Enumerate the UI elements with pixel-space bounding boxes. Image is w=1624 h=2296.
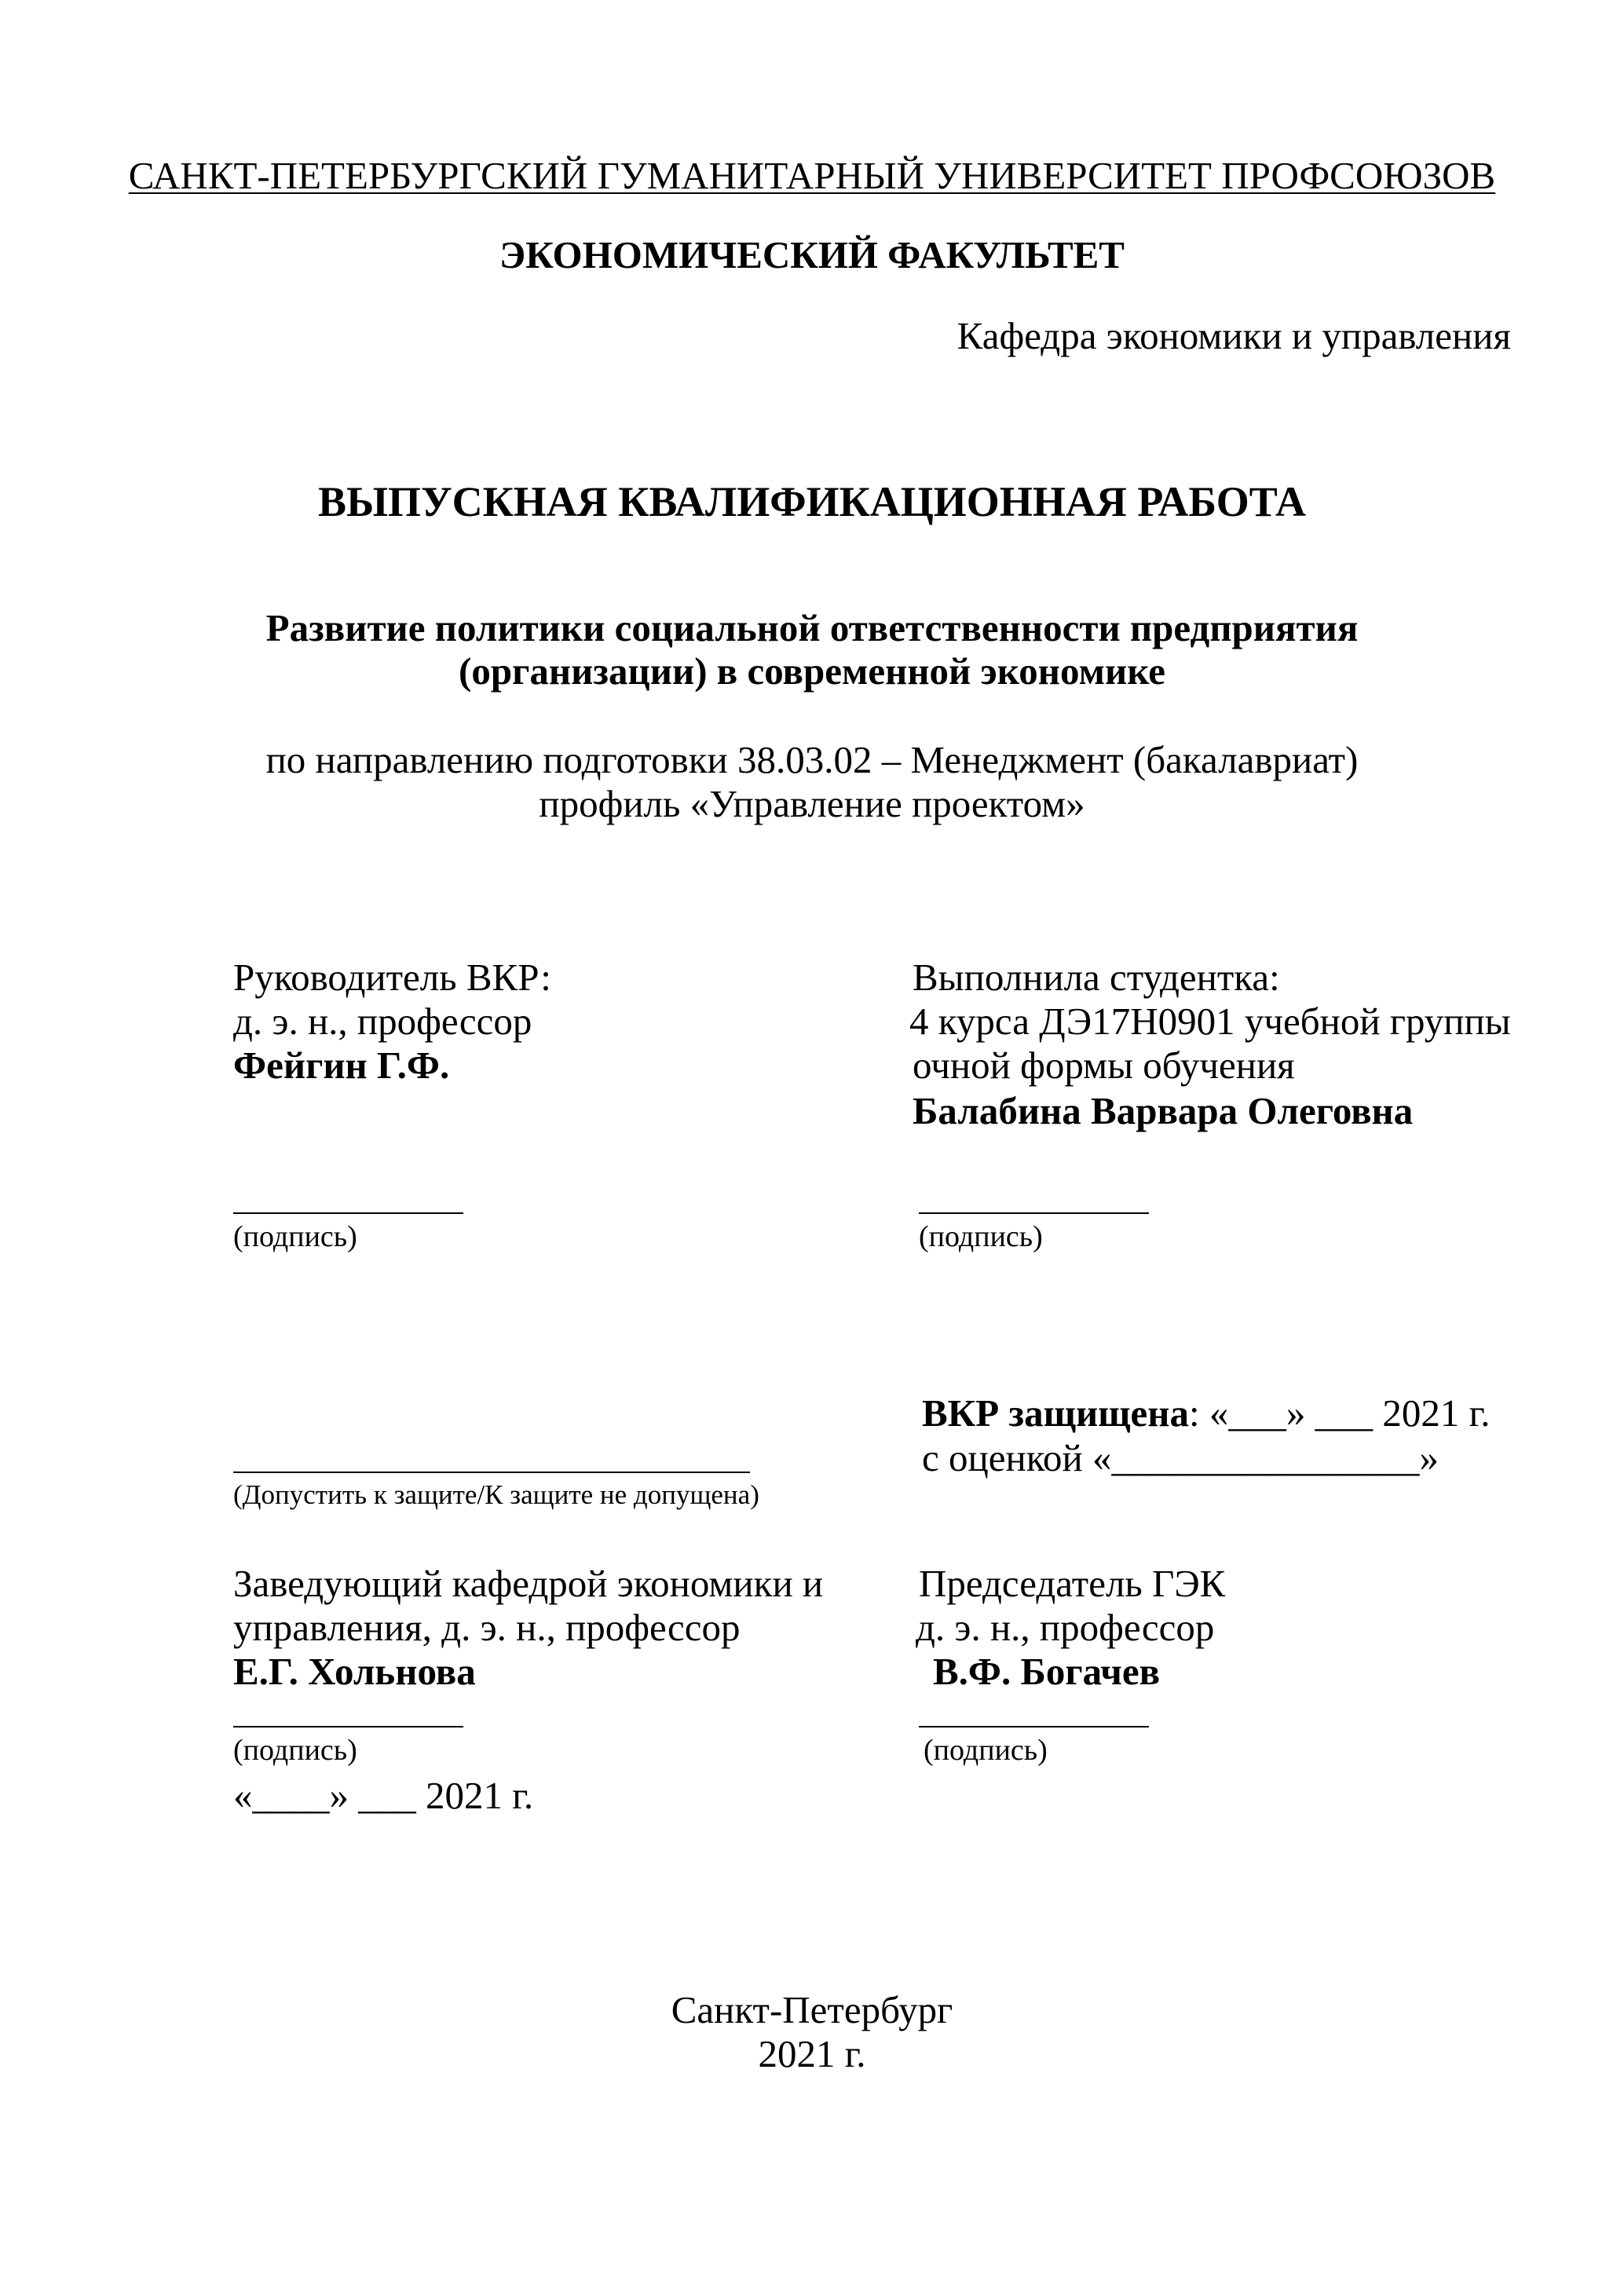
- student-signature-line: [919, 1212, 1149, 1214]
- faculty-name: ЭКОНОМИЧЕСКИЙ ФАКУЛЬТЕТ: [499, 233, 1125, 276]
- head-of-department-date: «____» ___ 2021 г.: [233, 1774, 534, 1817]
- supervisor-name: Фейгин Г.Ф.: [233, 1044, 450, 1087]
- gek-chairman-label: Председатель ГЭК: [919, 1562, 1226, 1605]
- defense-line: [922, 1391, 1490, 1435]
- student-signature-caption: (подпись): [919, 1220, 1043, 1253]
- footer-city: Санкт-Петербург: [671, 1988, 953, 2031]
- gek-chairman-signature-caption: (подпись): [924, 1734, 1048, 1767]
- department-name: Кафедра экономики и управления: [956, 314, 1511, 357]
- gek-chairman-signature-line: [919, 1726, 1149, 1727]
- student-name: Балабина Варвара Олеговна: [913, 1089, 1414, 1132]
- student-label: Выполнила студентка:: [913, 956, 1280, 999]
- defense-grade: с оценкой «________________»: [922, 1436, 1439, 1479]
- head-of-department-name: Е.Г. Хольнова: [233, 1650, 476, 1693]
- training-profile: профиль «Управление проектом»: [539, 782, 1085, 825]
- admission-caption: (Допустить к защите/К защите не допущена): [233, 1479, 759, 1510]
- head-of-department-line2: управления, д. э. н., профессор: [233, 1606, 741, 1649]
- gek-chairman-degree: д. э. н., профессор: [916, 1606, 1215, 1649]
- work-type-heading: ВЫПУСКНАЯ КВАЛИФИКАЦИОННАЯ РАБОТА: [317, 478, 1307, 525]
- work-title-line2: (организации) в современной экономике: [459, 649, 1165, 693]
- head-of-department-signature-caption: (подпись): [233, 1734, 357, 1767]
- supervisor-degree: д. э. н., профессор: [233, 1000, 532, 1043]
- defense-date: : «___» ___ 2021 г.: [1189, 1391, 1490, 1435]
- defense-label: ВКР защищена: [922, 1391, 1190, 1435]
- footer-year: 2021 г.: [758, 2032, 866, 2075]
- head-of-department-signature-line: [233, 1726, 463, 1727]
- training-direction: по направлению подготовки 38.03.02 – Менеджмент (бакалавриат): [265, 738, 1359, 781]
- student-course-group: 4 курса ДЭ17Н0901 учебной группы: [909, 1000, 1511, 1043]
- admission-line: [233, 1472, 750, 1473]
- supervisor-label: Руководитель ВКР:: [233, 956, 551, 999]
- head-of-department-line1: Заведующий кафедрой экономики и: [233, 1562, 824, 1605]
- university-name: САНКТ-ПЕТЕРБУРГСКИЙ ГУМАНИТАРНЫЙ УНИВЕРСИТЕТ ПРОФСОЮЗОВ: [128, 154, 1496, 197]
- supervisor-signature-line: [233, 1212, 463, 1214]
- student-study-form: очной формы обучения: [913, 1044, 1295, 1087]
- gek-chairman-name: В.Ф. Богачев: [933, 1650, 1161, 1693]
- supervisor-signature-caption: (подпись): [233, 1220, 357, 1253]
- work-title-line1: Развитие политики социальной ответственности предприятия: [265, 606, 1359, 649]
